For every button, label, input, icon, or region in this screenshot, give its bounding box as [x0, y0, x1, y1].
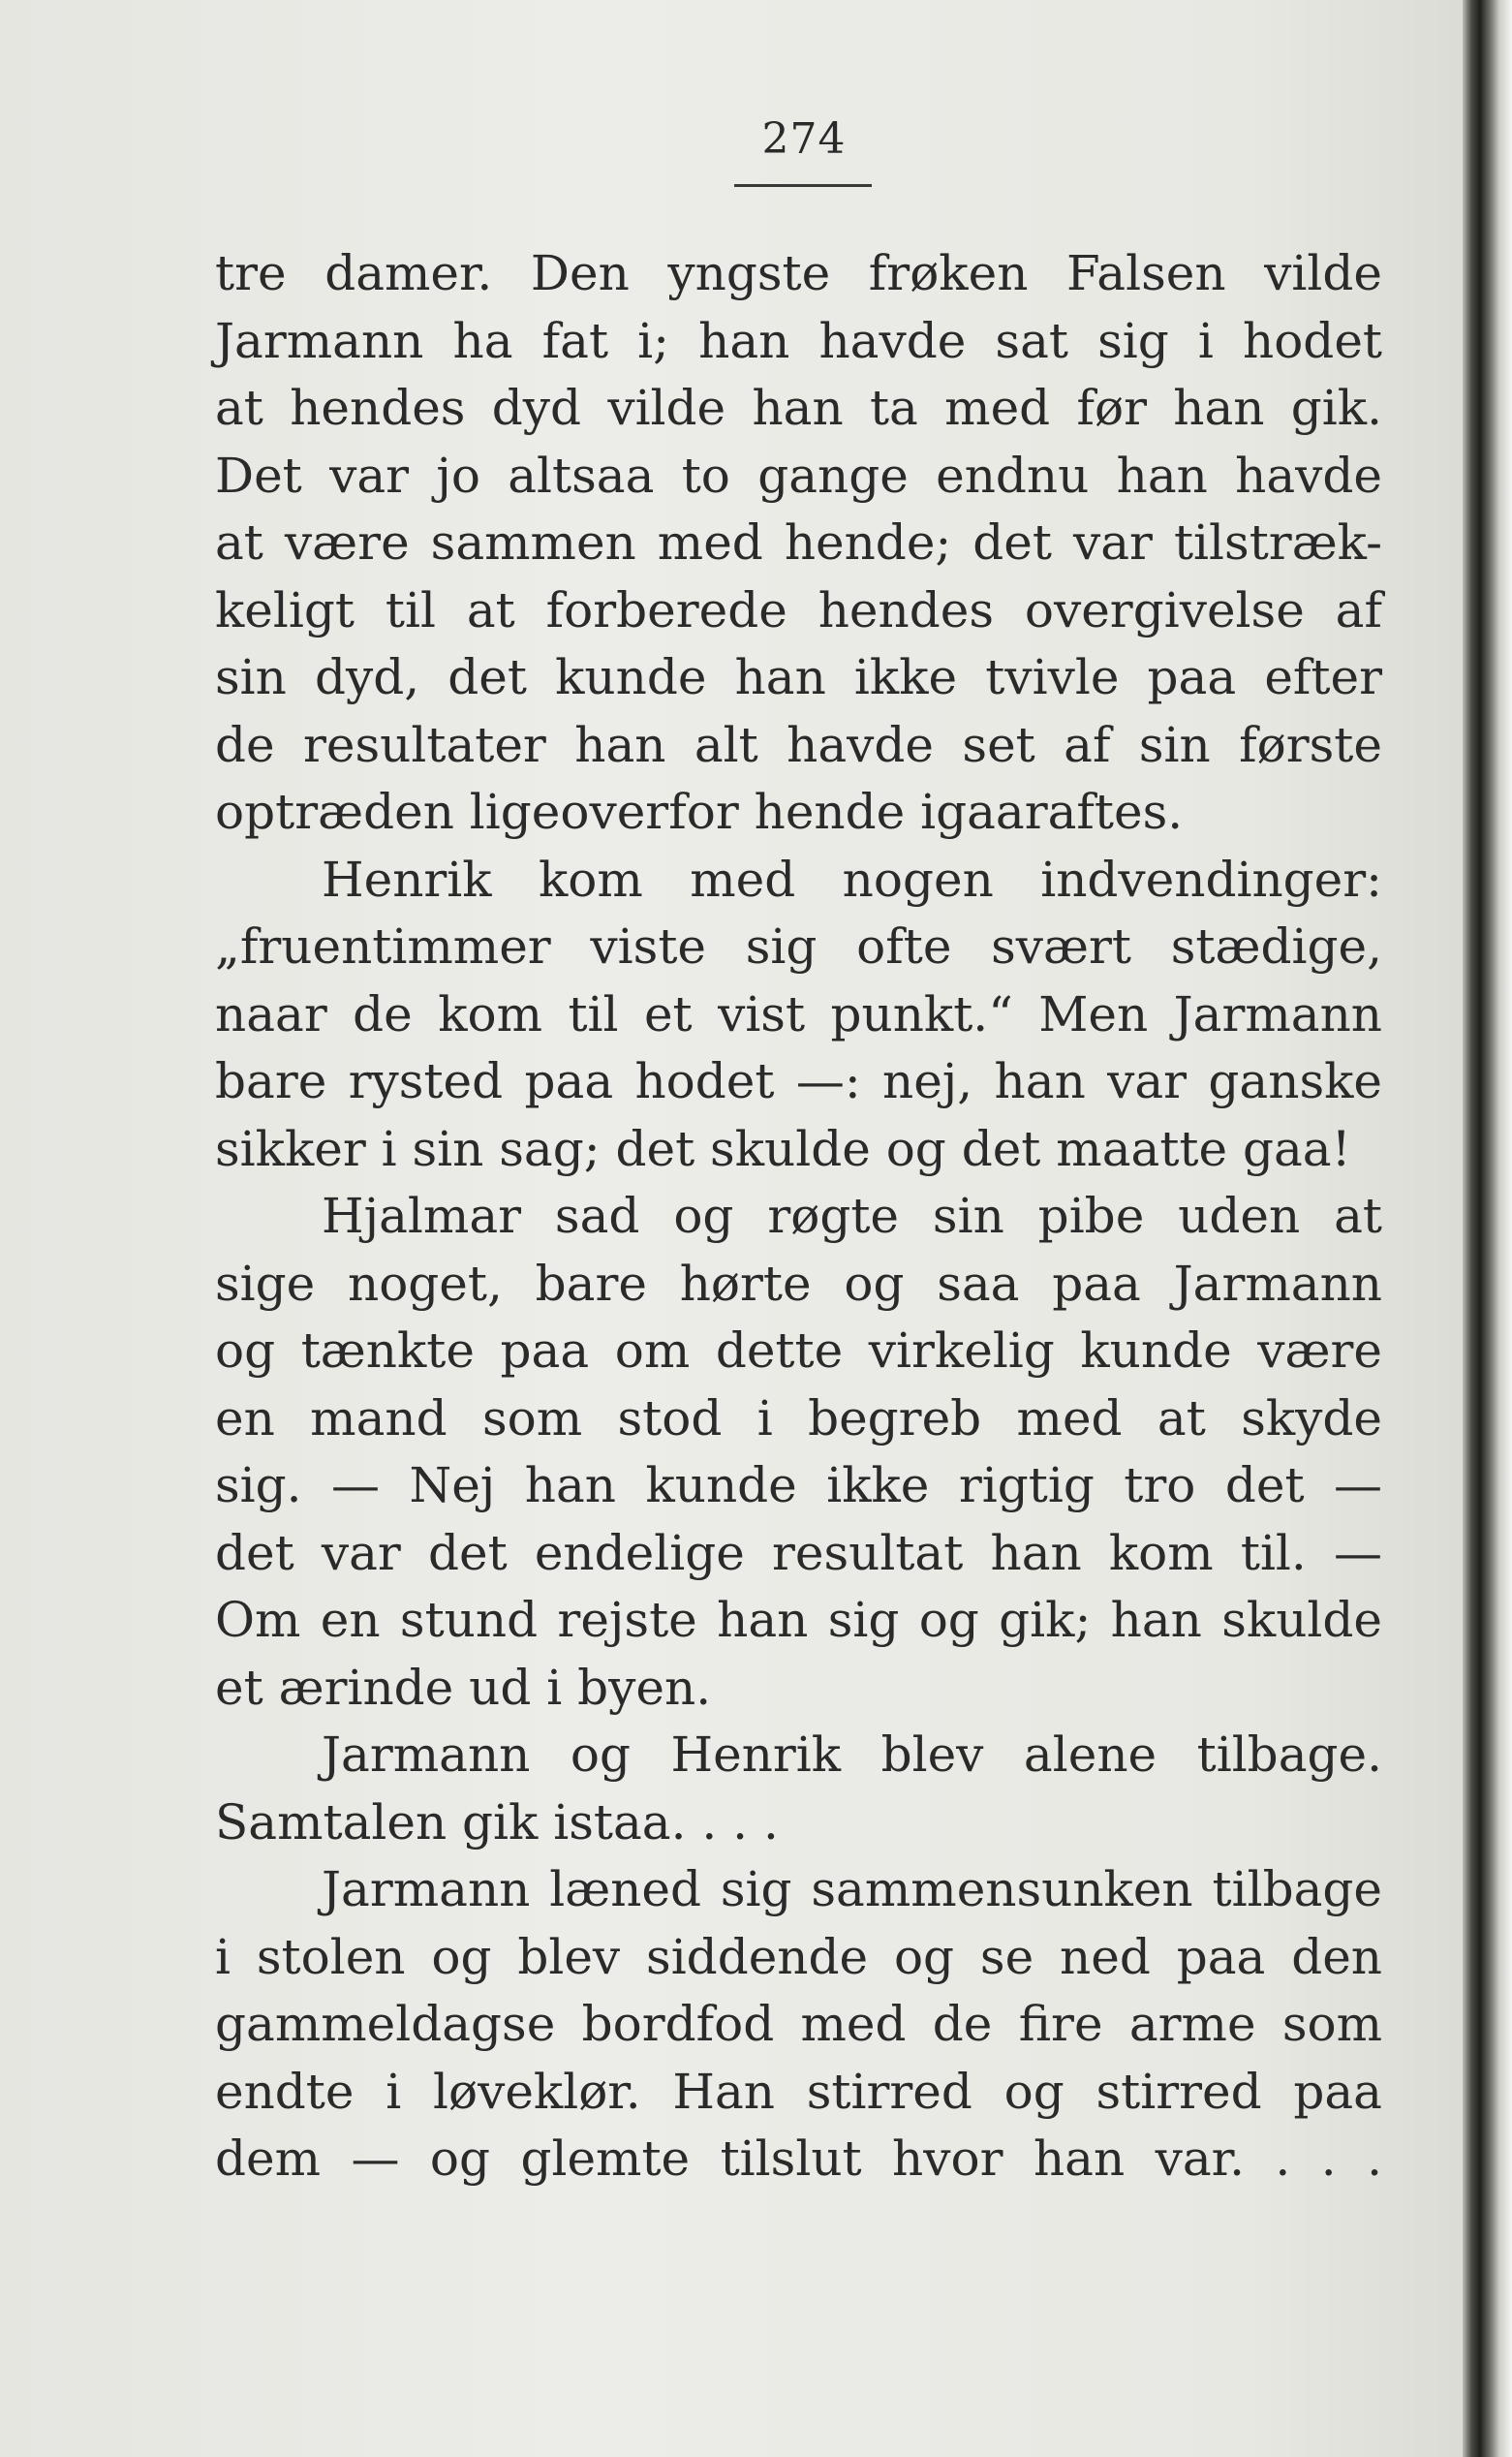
- text-line: keligt til at forberede hendes overgivelse af: [215, 581, 1382, 638]
- text-line: og tænkte paa om dette virkelig kunde være: [215, 1322, 1382, 1379]
- text-line: Jarmann ha fat i; han havde sat sig i hodet: [215, 312, 1382, 369]
- text-line: endte i løveklør. Han stirred og stirred paa: [215, 2063, 1382, 2120]
- text-line: Samtalen gik istaa. . . .: [215, 1793, 779, 1851]
- text-line: gammeldagse bordfod med de fire arme som: [215, 1996, 1382, 2052]
- text-line: Henrik kom med nogen indvendinger:: [322, 851, 1382, 908]
- text-line: sig. — Nej han kunde ikke rigtig tro det —: [215, 1457, 1382, 1513]
- book-spine-edge: [1463, 0, 1512, 2457]
- text-line: de resultater han alt havde set af sin første: [215, 716, 1382, 773]
- text-line: bare rysted paa hodet —: nej, han var ganske: [215, 1053, 1382, 1109]
- text-line: naar de kom til et vist punkt.“ Men Jarmann: [215, 985, 1382, 1042]
- text-line: et ærinde ud i byen.: [215, 1659, 712, 1716]
- text-line: Om en stund rejste han sig og gik; han skulde: [215, 1592, 1382, 1648]
- body-text: [215, 240, 1382, 2193]
- text-line: sin dyd, det kunde han ikke tvivle paa efter: [215, 649, 1382, 705]
- page-number: 274: [761, 114, 847, 164]
- text-line: „fruentimmer viste sig ofte svært stædige,: [215, 918, 1382, 975]
- text-line: at være sammen med hende; det var tilstræk-: [215, 514, 1382, 571]
- text-line: sige noget, bare hørte og saa paa Jarmann: [215, 1255, 1382, 1312]
- text-line: en mand som stod i begreb med at skyde: [215, 1389, 1382, 1446]
- text-line: optræden ligeoverfor hende igaaraftes.: [215, 784, 1184, 840]
- text-line: Det var jo altsaa to gange endnu han havde: [215, 447, 1382, 504]
- text-line: det var det endelige resultat han kom til. —: [215, 1524, 1382, 1581]
- text-line: dem — og glemte tilslut hvor han var. . . .: [215, 2130, 1382, 2187]
- text-line: Jarmann og Henrik blev alene tilbage.: [322, 1726, 1382, 1783]
- text-line: Hjalmar sad og røgte sin pibe uden at: [322, 1188, 1382, 1244]
- text-line: at hendes dyd vilde han ta med før han gik.: [215, 380, 1382, 436]
- text-line: tre damer. Den yngste frøken Falsen vilde: [215, 245, 1382, 301]
- text-line: sikker i sin sag; det skulde og det maatte gaa!: [215, 1120, 1351, 1177]
- text-line: Jarmann læned sig sammensunken tilbage: [322, 1861, 1382, 1917]
- page-number-rule: [734, 184, 872, 187]
- text-line: i stolen og blev siddende og se ned paa den: [215, 1928, 1382, 1985]
